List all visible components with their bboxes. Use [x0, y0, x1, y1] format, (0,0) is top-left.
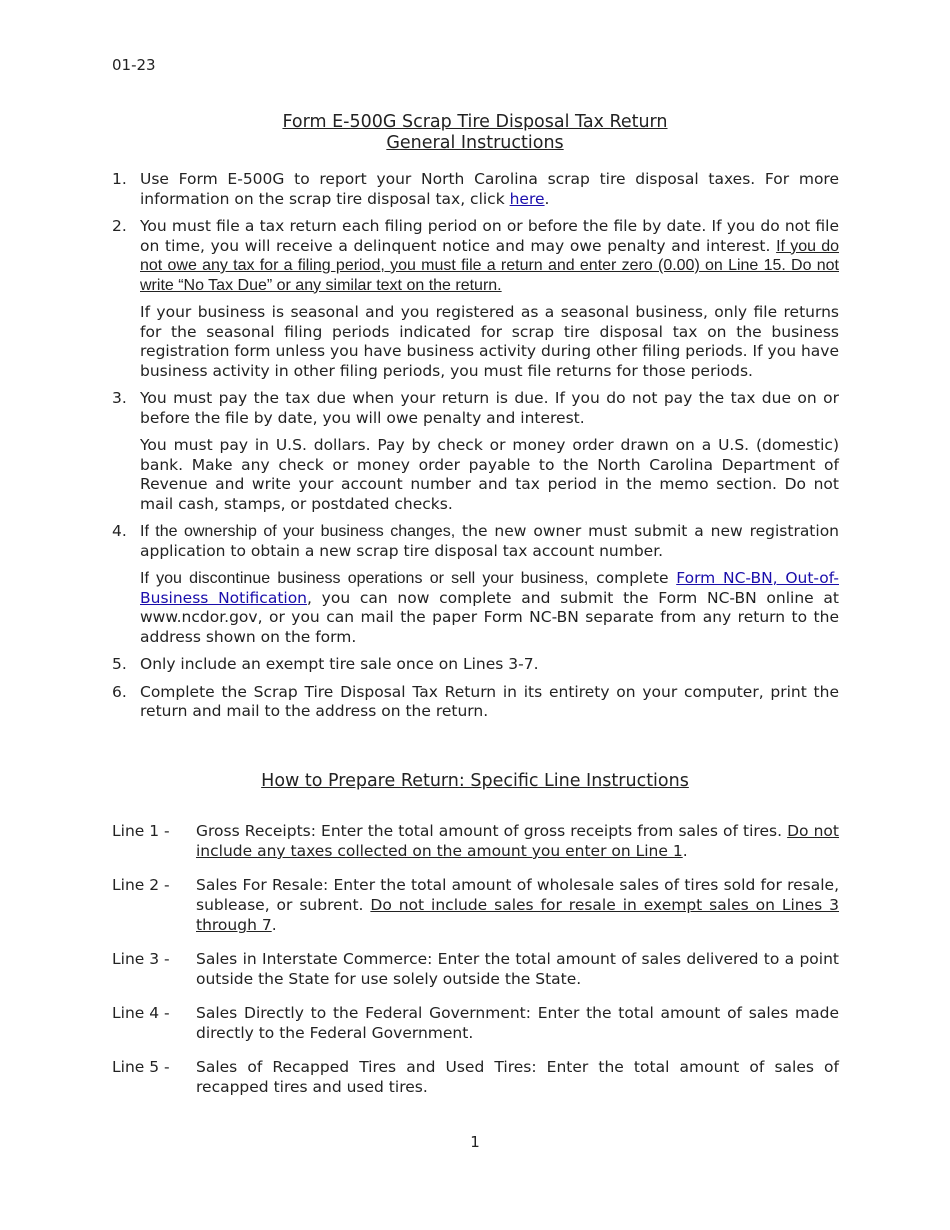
line-instructions	[112, 821, 839, 1111]
instruction-text: Complete the Scrap Tire Disposal Tax Return in its entirety on your computer, print the return and mail to the address on the return.	[140, 682, 839, 720]
line-title: Sales of Recapped Tires and Used Tires:	[196, 1058, 537, 1076]
line-text: .	[682, 842, 688, 860]
line-text: Enter the total amount of gross receipts from sales of tires.	[315, 822, 788, 840]
instruction-4	[112, 522, 839, 647]
instruction-1	[112, 170, 839, 209]
heading-text: How to Prepare Return: Specific Line Instructions	[261, 771, 689, 791]
item-number: 2.	[112, 217, 127, 235]
line-text: Enter the total amount of sales made directly to the Federal Government.	[196, 1004, 839, 1042]
payment-paragraph: You must pay in U.S. dollars. Pay by check or money order drawn on a U.S. (domestic) bank. Make any check or money order payable to the North Carolina Department of Revenue and write your account number and tax period in the memo section. Do not mail cash, stamps, or postdated checks.	[140, 436, 839, 513]
instruction-text: Use Form E-500G to report your North Carolina scrap tire disposal taxes. For more information on the scrap tire disposal tax, click	[140, 170, 839, 208]
line-title: Sales For Resale:	[196, 876, 329, 894]
section-title-general: General Instructions	[386, 133, 564, 153]
document-title	[0, 112, 950, 154]
line-text: Enter the total amount of wholesale sales of tires sold for resale, sublease, or subrent.	[196, 876, 840, 914]
here-link[interactable]: here	[509, 189, 545, 208]
form-nc-bn-link[interactable]: Form NC-BN, Out-of-Business Notification	[140, 569, 839, 607]
instruction-text: , you can now complete and submit the Form NC-BN online at www.ncdor.gov, or you can mail the paper Form NC-BN separate from any return to the address shown on the form.	[140, 588, 839, 646]
instruction-text: You must file a tax return each filing period on or before the file by date. If you do not file on time, you will receive a delinquent notice and may owe penalty and interest.	[140, 217, 839, 255]
no-tax-due-note: If you do not owe any tax for a filing period, you must file a return and enter zero (0.00) on Line 15. Do not write “No Tax Due” or any similar text on the return.	[140, 237, 839, 294]
discontinue-lead: If you discontinue business operations or sell your business,	[140, 570, 589, 587]
item-number: 4.	[112, 522, 127, 540]
revision-date: 01-23	[112, 56, 156, 74]
form-title: Form E-500G Scrap Tire Disposal Tax Return	[282, 112, 668, 132]
line-note: Do not include sales for resale in exempt sales on Lines 3 through 7	[196, 896, 840, 934]
line-label: Line 3 -	[112, 950, 170, 968]
instruction-text: complete	[588, 569, 677, 587]
line-label: Line 5 -	[112, 1058, 170, 1076]
instruction-6	[112, 683, 839, 722]
line-title: Sales in Interstate Commerce:	[196, 950, 433, 968]
item-number: 1.	[112, 170, 127, 188]
instruction-text: the new owner must submit a new registration application to obtain a new scrap tire disposal tax account number.	[140, 522, 840, 560]
line-text: Enter the total amount of sales of recapped tires and used tires.	[196, 1058, 839, 1096]
seasonal-paragraph: If your business is seasonal and you registered as a seasonal business, only file returns for the seasonal filing periods indicated for scrap tire disposal tax on the business registration form unless you have business activity during other filing periods. If you have business activity in other filing periods, you must file returns for those periods.	[140, 303, 839, 380]
item-number: 3.	[112, 389, 127, 407]
line-title: Gross Receipts:	[196, 822, 316, 840]
specific-instructions-heading	[0, 771, 950, 791]
line-label: Line 4 -	[112, 1004, 170, 1022]
line-text: .	[271, 916, 277, 934]
line-label: Line 1 -	[112, 822, 170, 840]
general-instructions-list	[112, 170, 839, 730]
line-2-instruction	[112, 875, 839, 935]
item-number: 5.	[112, 655, 127, 673]
line-text: Enter the total amount of sales delivered to a point outside the State for use solely outside the State.	[196, 950, 839, 988]
line-label: Line 2 -	[112, 876, 170, 894]
line-title: Sales Directly to the Federal Government:	[196, 1004, 531, 1022]
ownership-lead: If the ownership of your business changes,	[140, 523, 456, 540]
instruction-2	[112, 217, 839, 381]
instruction-text: Only include an exempt tire sale once on Lines 3-7.	[140, 655, 539, 673]
instruction-3	[112, 389, 839, 514]
instruction-text: .	[544, 189, 550, 208]
line-1-instruction	[112, 821, 839, 861]
line-3-instruction	[112, 949, 839, 989]
item-number: 6.	[112, 682, 127, 701]
instruction-5	[112, 655, 839, 675]
line-note: Do not include any taxes collected on the amount you enter on Line 1	[196, 822, 839, 860]
page-number: 1	[470, 1133, 480, 1151]
line-4-instruction	[112, 1003, 839, 1043]
line-5-instruction	[112, 1057, 839, 1097]
instruction-text: You must pay the tax due when your return is due. If you do not pay the tax due on or before the file by date, you will owe penalty and interest.	[140, 389, 839, 427]
